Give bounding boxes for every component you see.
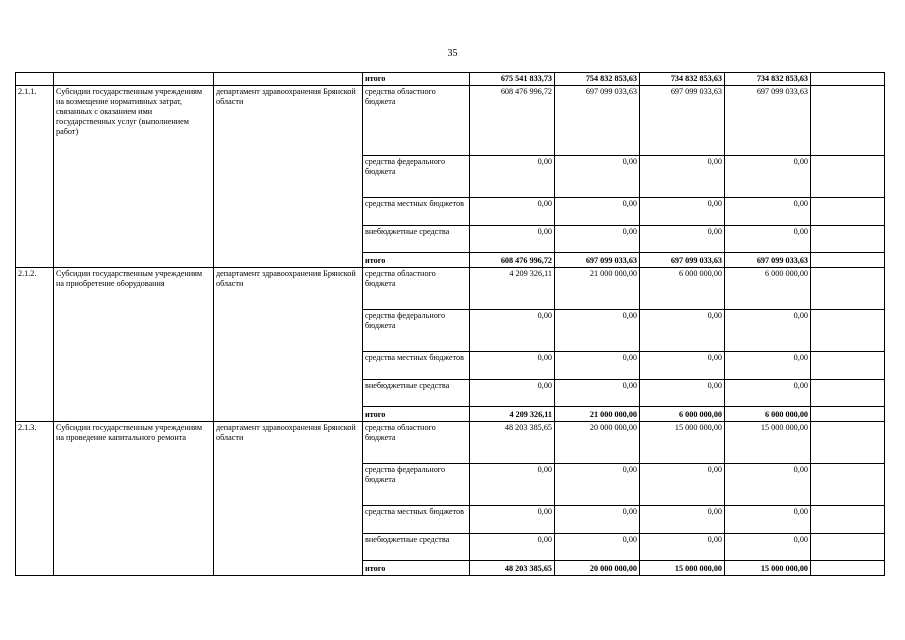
value-cell: 0,00 [555,226,640,253]
value-cell: 0,00 [640,156,725,198]
section-name: Субсидии государственным учреждениям на проведение капитального ремонта [54,422,214,576]
value-cell: 0,00 [555,506,640,534]
value-cell: 0,00 [470,310,555,352]
value-cell: 15 000 000,00 [640,422,725,464]
value-cell: 0,00 [470,352,555,380]
empty-cell [811,86,885,156]
source-cell: средства областного бюджета [363,86,470,156]
value-cell: 6 000 000,00 [640,268,725,310]
value-cell: 15 000 000,00 [725,422,811,464]
value-cell: 697 099 033,63 [555,86,640,156]
section-executor: департамент здравоохранения Брянской области [214,422,363,576]
empty-cell [811,268,885,310]
section-executor: департамент здравоохранения Брянской области [214,86,363,268]
value-cell: 0,00 [725,506,811,534]
table-row [16,86,885,156]
value-cell: 697 099 033,63 [640,253,725,268]
value-cell: 734 832 853,63 [725,73,811,86]
value-cell: 0,00 [725,534,811,561]
value-cell: 0,00 [555,534,640,561]
value-cell: 0,00 [640,506,725,534]
value-cell: 697 099 033,63 [725,253,811,268]
source-cell: средства федерального бюджета [363,156,470,198]
source-cell: средства местных бюджетов [363,198,470,226]
source-cell: итого [363,561,470,576]
value-cell: 0,00 [640,352,725,380]
value-cell: 0,00 [725,380,811,407]
empty-cell [811,352,885,380]
section-code: 2.1.3. [16,422,54,576]
value-cell: 0,00 [725,310,811,352]
source-cell: итого [363,253,470,268]
source-cell: средства федерального бюджета [363,310,470,352]
table-row-top-total [16,73,885,86]
source-cell: итого [363,407,470,422]
value-cell: 734 832 853,63 [640,73,725,86]
source-cell: средства областного бюджета [363,268,470,310]
value-cell: 0,00 [555,198,640,226]
empty-cell [811,422,885,464]
value-cell: 21 000 000,00 [555,407,640,422]
value-cell: 15 000 000,00 [725,561,811,576]
budget-table [15,72,885,576]
empty-cell [811,380,885,407]
value-cell: 0,00 [470,506,555,534]
value-cell: 0,00 [640,464,725,506]
empty-cell [811,407,885,422]
value-cell: 0,00 [470,464,555,506]
value-cell: 0,00 [470,198,555,226]
value-cell: 20 000 000,00 [555,561,640,576]
value-cell: 6 000 000,00 [725,268,811,310]
empty-cell [811,310,885,352]
value-cell: 697 099 033,63 [555,253,640,268]
executor-cell [214,73,363,86]
page-number: 35 [447,48,458,59]
value-cell: 0,00 [555,352,640,380]
value-cell: 754 832 853,63 [555,73,640,86]
source-cell: внебюджетные средства [363,380,470,407]
value-cell: 0,00 [470,156,555,198]
source-cell: средства областного бюджета [363,422,470,464]
value-cell: 675 541 833,73 [470,73,555,86]
value-cell: 6 000 000,00 [640,407,725,422]
section-executor: департамент здравоохранения Брянской области [214,268,363,422]
value-cell: 0,00 [640,534,725,561]
value-cell: 15 000 000,00 [640,561,725,576]
source-cell: средства федерального бюджета [363,464,470,506]
section-name: Субсидии государственным учреждениям на приобретение оборудования [54,268,214,422]
value-cell: 0,00 [725,464,811,506]
value-cell: 21 000 000,00 [555,268,640,310]
value-cell: 4 209 326,11 [470,268,555,310]
empty-cell [811,156,885,198]
source-cell: внебюджетные средства [363,534,470,561]
empty-cell [811,253,885,268]
value-cell: 0,00 [640,198,725,226]
table-row [16,422,885,464]
value-cell: 0,00 [555,380,640,407]
source-cell: средства местных бюджетов [363,506,470,534]
section-code: 2.1.2. [16,268,54,422]
empty-cell [811,73,885,86]
section-code: 2.1.1. [16,86,54,268]
value-cell: 0,00 [555,464,640,506]
value-cell: 20 000 000,00 [555,422,640,464]
value-cell: 0,00 [725,226,811,253]
empty-cell [811,561,885,576]
value-cell: 0,00 [470,380,555,407]
value-cell: 0,00 [640,380,725,407]
name-cell [54,73,214,86]
empty-cell [811,506,885,534]
value-cell: 697 099 033,63 [640,86,725,156]
value-cell: 6 000 000,00 [725,407,811,422]
value-cell: 48 203 385,65 [470,561,555,576]
source-cell: средства местных бюджетов [363,352,470,380]
value-cell: 0,00 [555,310,640,352]
value-cell: 0,00 [725,156,811,198]
empty-cell [811,226,885,253]
value-cell: 0,00 [725,198,811,226]
value-cell: 0,00 [640,310,725,352]
empty-cell [811,534,885,561]
value-cell: 608 476 996,72 [470,86,555,156]
empty-cell [811,464,885,506]
value-cell: 0,00 [470,534,555,561]
value-cell: 697 099 033,63 [725,86,811,156]
value-cell: 0,00 [555,156,640,198]
source-cell: итого [363,73,470,86]
code-cell [16,73,54,86]
section-name: Субсидии государственным учреждениям на возмещение нормативных затрат, связанных с оказанием ими государственных услуг (выполнением работ) [54,86,214,268]
value-cell: 48 203 385,65 [470,422,555,464]
value-cell: 0,00 [725,352,811,380]
source-cell: внебюджетные средства [363,226,470,253]
value-cell: 608 476 996,72 [470,253,555,268]
table-row [16,268,885,310]
value-cell: 0,00 [470,226,555,253]
value-cell: 4 209 326,11 [470,407,555,422]
value-cell: 0,00 [640,226,725,253]
empty-cell [811,198,885,226]
